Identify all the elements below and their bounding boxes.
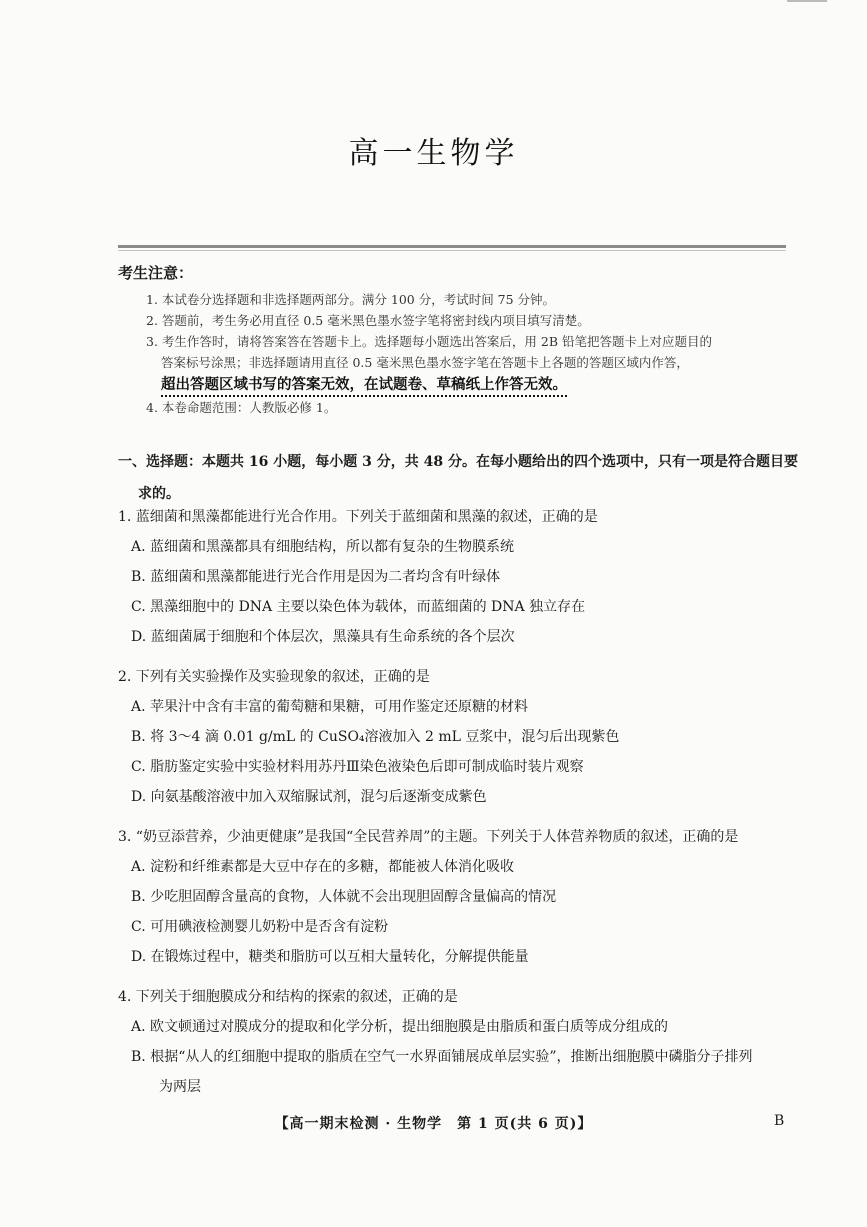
notice-item-text: 3. 考生作答时，请将答案答在答题卡上。选择题每小题选出答案后，用 2B 铅笔把答题卡上对应题目的	[146, 334, 712, 349]
section-instruction: 一、选择题：本题共 16 小题，每小题 3 分，共 48 分。在每小题给出的四个选项中，只有一项是符合题目要	[118, 454, 798, 470]
question-stem: 4. 下列关于细胞膜成分和结构的探索的叙述，正确的是	[118, 989, 458, 1005]
option-b-continuation: 为两层	[159, 1079, 201, 1095]
notice-emphasis: 超出答题区域书写的答案无效，在试题卷、草稿纸上作答无效。	[161, 377, 567, 393]
option-a: A. 苹果汁中含有丰富的葡萄糖和果糖，可用作鉴定还原糖的材料	[131, 699, 529, 715]
question-stem: 2. 下列有关实验操作及实验现象的叙述，正确的是	[118, 669, 430, 685]
section-heading	[118, 446, 798, 510]
page-title: 高一生物学	[348, 136, 519, 171]
option-b	[118, 1042, 808, 1102]
notice-item: 2. 答题前，考生务必用直径 0.5 毫米黑色墨水签字笔将密封线内项目填写清楚。	[146, 313, 590, 328]
option-b-text: B. 根据“从人的红细胞中提取的脂质在空气一水界面铺展成单层实验”，推断出细胞膜中磷脂分子排列	[131, 1049, 753, 1065]
option-a: A. 欧文顿通过对膜成分的提取和化学分析，提出细胞膜是由脂质和蛋白质等成分组成的	[131, 1019, 669, 1035]
header-divider	[118, 245, 786, 248]
option-c: C. 黑藻细胞中的 DNA 主要以染色体为载体，而蓝细菌的 DNA 独立存在	[131, 599, 586, 615]
option-b: B. 蓝细菌和黑藻都能进行光合作用是因为二者均含有叶绿体	[131, 569, 501, 585]
option-c: C. 脂肪鉴定实验中实验材料用苏丹Ⅲ染色液染色后即可制成临时装片观察	[131, 759, 584, 775]
option-d: D. 在锻炼过程中，糖类和脂肪可以互相大量转化，分解提供能量	[131, 949, 529, 965]
exam-notice	[118, 262, 808, 418]
question-3	[118, 822, 808, 972]
page-corner-mark	[787, 0, 827, 8]
question-4	[118, 982, 808, 1102]
header-divider-thin	[118, 250, 786, 251]
option-b: B. 少吃胆固醇含量高的食物，人体就不会出现胆固醇含量偏高的情况	[131, 889, 557, 905]
option-b: B. 将 3～4 滴 0.01 g/mL 的 CuSO₄溶液加入 2 mL 豆浆中，混匀后出现紫色	[131, 729, 620, 745]
option-d: D. 向氨基酸溶液中加入双缩脲试剂，混匀后逐渐变成紫色	[131, 789, 487, 805]
notice-item: 1. 本试卷分选择题和非选择题两部分。满分 100 分，考试时间 75 分钟。	[146, 292, 556, 307]
notice-heading: 考生注意：	[118, 264, 194, 282]
notice-item: 4. 本卷命题范围：人教版必修 1。	[146, 400, 337, 415]
question-stem: 1. 蓝细菌和黑藻都能进行光合作用。下列关于蓝细菌和黑藻的叙述，正确的是	[118, 509, 598, 525]
question-2	[118, 662, 808, 812]
question-1	[118, 502, 808, 652]
notice-item-continuation: 答案标号涂黑；非选择题请用直径 0.5 毫米黑色墨水签字笔在答题卡上各题的答题区域内作答，	[161, 355, 689, 370]
page-footer: 【高一期末检测 · 生物学 第 1 页(共 6 页)】	[274, 1116, 593, 1132]
question-stem: 3. “奶豆添营养，少油更健康”是我国“全民营养周”的主题。下列关于人体营养物质的叙述，正确的是	[118, 829, 739, 845]
option-a: A. 蓝细菌和黑藻都具有细胞结构，所以都有复杂的生物膜系统	[131, 539, 515, 555]
option-d: D. 蓝细菌属于细胞和个体层次，黑藻具有生命系统的各个层次	[131, 629, 515, 645]
option-c: C. 可用碘液检测婴儿奶粉中是否含有淀粉	[131, 919, 389, 935]
paper-version: B	[774, 1113, 785, 1129]
section-instruction-cont: 求的。	[138, 486, 180, 502]
option-a: A. 淀粉和纤维素都是大豆中存在的多糖，都能被人体消化吸收	[131, 859, 515, 875]
notice-item	[118, 331, 808, 397]
